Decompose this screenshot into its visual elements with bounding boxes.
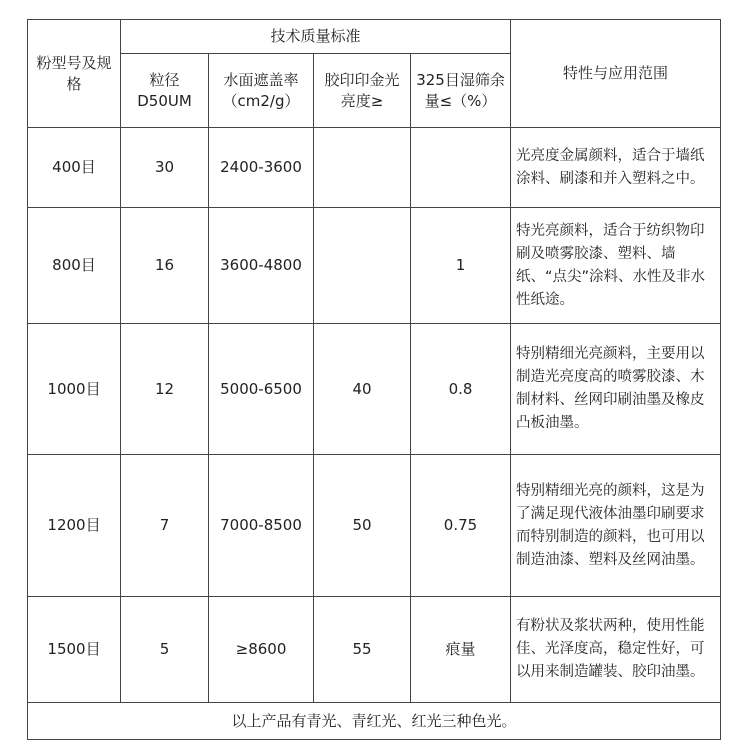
cell-usage: 特别精细光亮颜料，主要用以制造光亮度高的喷雾胶漆、木制材料、丝网印刷油墨及橡皮凸板油墨。	[511, 324, 721, 455]
cell-brightness	[314, 208, 411, 324]
cell-brightness: 50	[314, 455, 411, 597]
cell-d50: 12	[121, 324, 209, 455]
cell-coverage: 3600-4800	[209, 208, 314, 324]
cell-residue: 0.8	[411, 324, 511, 455]
cell-coverage: 2400-3600	[209, 128, 314, 208]
cell-residue: 痕量	[411, 597, 511, 703]
cell-brightness	[314, 128, 411, 208]
cell-brightness: 40	[314, 324, 411, 455]
cell-spec: 1500目	[28, 597, 121, 703]
footer-note: 以上产品有青光、青红光、红光三种色光。	[28, 703, 721, 740]
cell-residue: 0.75	[411, 455, 511, 597]
cell-coverage: 7000-8500	[209, 455, 314, 597]
spec-table-container	[27, 19, 721, 740]
cell-usage: 特别精细光亮的颜料，这是为了满足现代液体油墨印刷要求而特别制造的颜料，也可用以制造油漆、塑料及丝网油墨。	[511, 455, 721, 597]
cell-coverage: ≥8600	[209, 597, 314, 703]
cell-spec: 1200目	[28, 455, 121, 597]
cell-spec: 800目	[28, 208, 121, 324]
header-d50: 粒径D50UM	[121, 54, 209, 128]
header-spec: 粉型号及规格	[28, 20, 121, 128]
cell-usage: 特光亮颜料，适合于纺织物印刷及喷雾胶漆、塑料、墙纸、“点尖”涂料、水性及非水性纸途。	[511, 208, 721, 324]
table-row	[28, 208, 721, 324]
header-usage: 特性与应用范围	[511, 20, 721, 128]
cell-spec: 400目	[28, 128, 121, 208]
header-coverage: 水面遮盖率（cm2/g）	[209, 54, 314, 128]
cell-d50: 7	[121, 455, 209, 597]
table-row	[28, 455, 721, 597]
cell-d50: 30	[121, 128, 209, 208]
table-row	[28, 597, 721, 703]
cell-coverage: 5000-6500	[209, 324, 314, 455]
table-row	[28, 128, 721, 208]
header-residue: 325目湿筛余量≤（%）	[411, 54, 511, 128]
cell-usage: 有粉状及浆状两种，使用性能佳、光泽度高，稳定性好，可以用来制造罐装、胶印油墨。	[511, 597, 721, 703]
header-row-1	[28, 20, 721, 54]
header-group: 技术质量标准	[121, 20, 511, 54]
cell-brightness: 55	[314, 597, 411, 703]
cell-residue: 1	[411, 208, 511, 324]
footer-row	[28, 703, 721, 740]
cell-d50: 16	[121, 208, 209, 324]
cell-d50: 5	[121, 597, 209, 703]
header-brightness: 胶印印金光亮度≥	[314, 54, 411, 128]
cell-residue	[411, 128, 511, 208]
cell-usage: 光亮度金属颜料，适合于墙纸涂料、刷漆和并入塑料之中。	[511, 128, 721, 208]
cell-spec: 1000目	[28, 324, 121, 455]
table-row	[28, 324, 721, 455]
spec-table	[27, 19, 721, 740]
